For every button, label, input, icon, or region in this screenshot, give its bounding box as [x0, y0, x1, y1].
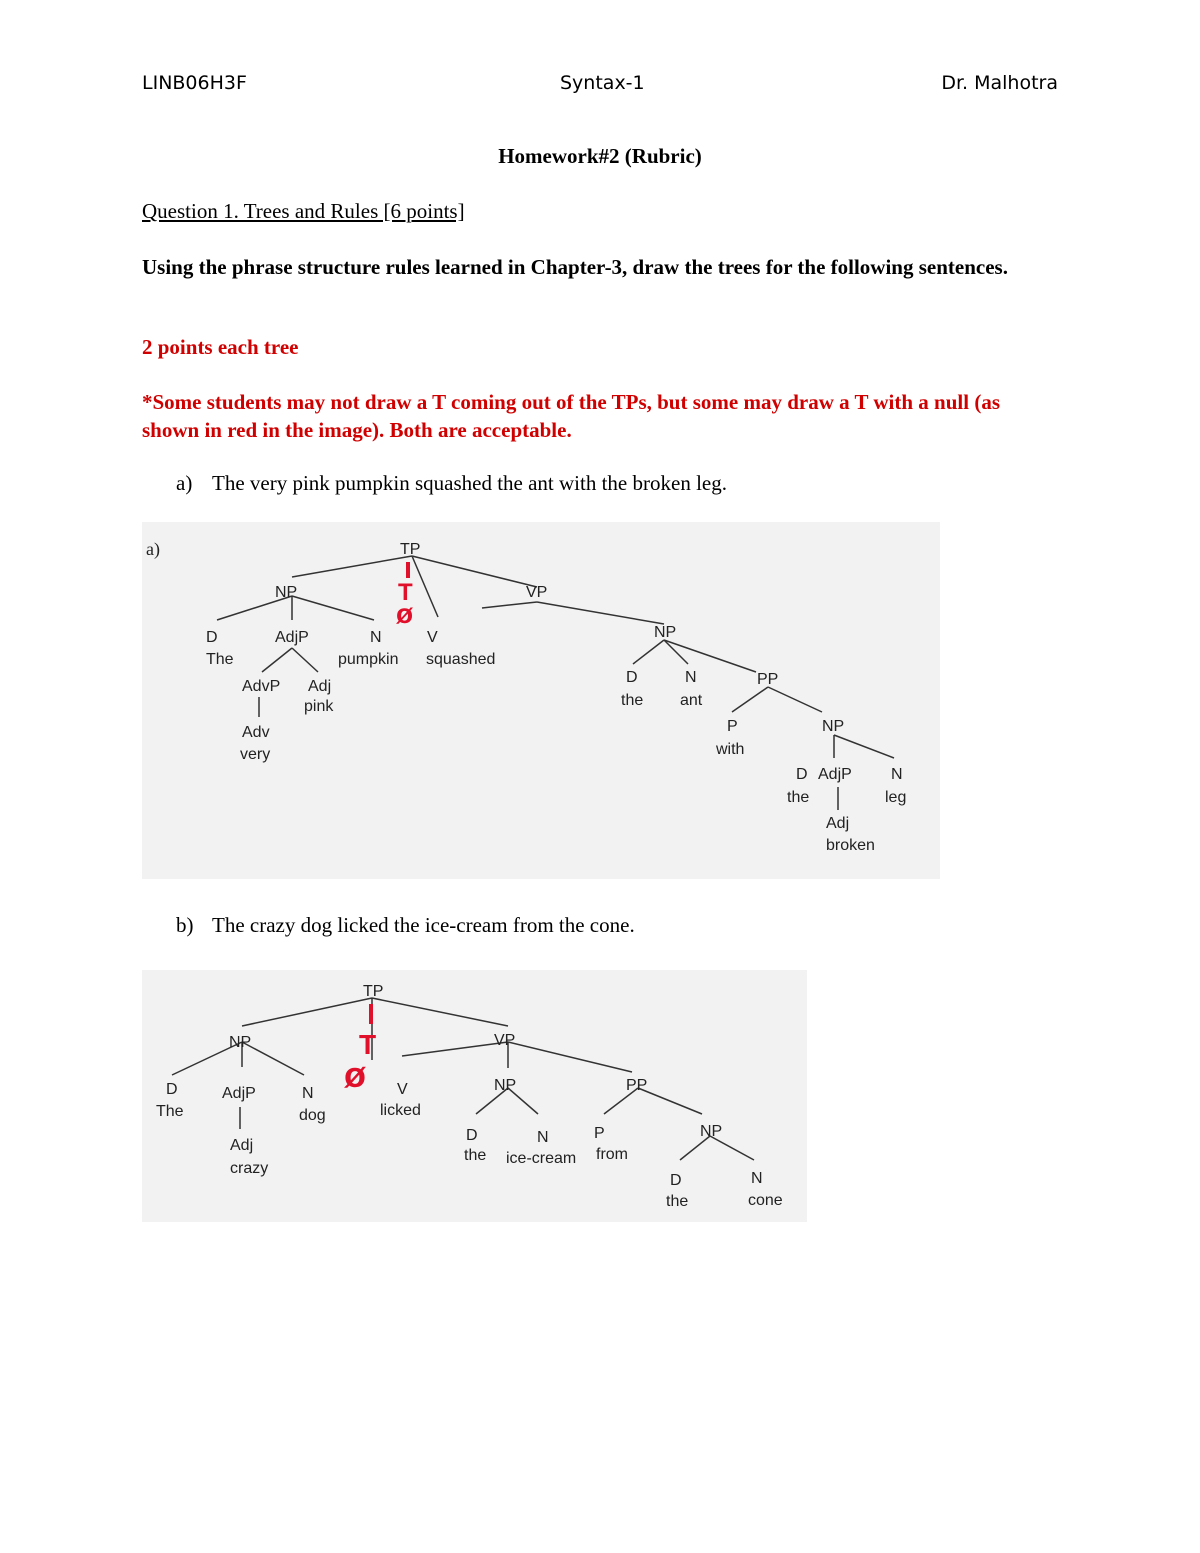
course-name: Syntax-1 — [560, 72, 645, 94]
tree-b-adjp: AdjP — [222, 1085, 256, 1102]
tree-b-adj-cat: Adj — [230, 1137, 254, 1154]
tree-a-t-cat: T — [398, 579, 413, 606]
tree-b-t-null: ø — [344, 1054, 366, 1095]
tree-a-n2-cat: N — [685, 669, 697, 686]
tree-a-adjp: AdjP — [275, 629, 309, 646]
tree-a-adv-cat: Adv — [242, 724, 270, 741]
tree-b-v-cat: V — [397, 1081, 408, 1098]
tree-a-v-cat: V — [427, 629, 438, 646]
tree-b-adj-word: crazy — [230, 1160, 269, 1177]
page-title: Homework#2 (Rubric) — [498, 144, 702, 168]
tree-a-adjp2: AdjP — [818, 766, 852, 783]
tree-b-tp: TP — [363, 983, 384, 1000]
tree-a-np-object: NP — [654, 624, 677, 641]
tree-a-np3: NP — [822, 718, 845, 735]
tree-a-advp: AdvP — [242, 678, 281, 695]
tree-a-figure-label: a) — [146, 539, 160, 559]
tree-a-p-word: with — [716, 741, 745, 758]
tree-b-n2-cat: N — [537, 1129, 549, 1146]
tree-b-np3: NP — [700, 1123, 723, 1140]
tree-diagram-a — [142, 522, 940, 879]
course-code: LINB06H3F — [142, 72, 247, 94]
tree-a-d2-word: the — [621, 692, 644, 709]
tree-a-pp: PP — [757, 671, 779, 688]
tree-a-n3-cat: N — [891, 766, 903, 783]
question-heading: Question 1. Trees and Rules [6 points] — [142, 199, 465, 223]
tree-b-n1-cat: N — [302, 1085, 314, 1102]
tree-a-t-null: ø — [396, 598, 414, 629]
tree-b-n2-word: ice-cream — [506, 1150, 577, 1167]
tree-b-p-word: from — [596, 1146, 628, 1163]
tree-b-p-cat: P — [594, 1125, 605, 1142]
tree-a-np-subject: NP — [275, 584, 298, 601]
item-b-sentence: The crazy dog licked the ice-cream from the cone. — [212, 913, 635, 937]
tree-a-adj2-cat: Adj — [826, 815, 850, 832]
tree-b-d2-word: the — [464, 1147, 487, 1164]
tree-a-d3-cat: D — [796, 766, 808, 783]
tree-b-np-object: NP — [494, 1077, 517, 1094]
tree-a-d1-word: The — [206, 651, 234, 668]
tree-a-p-cat: P — [727, 718, 738, 735]
acceptance-note: *Some students may not draw a T coming out of the TPs, but some may draw a T with a null (as shown in red in the image). Both are acceptable. — [142, 390, 1000, 442]
tree-a-n1-word: pumpkin — [338, 651, 399, 668]
tree-b-vp: VP — [494, 1032, 516, 1049]
tree-a-n3-word: leg — [885, 789, 907, 806]
item-a-sentence: The very pink pumpkin squashed the ant with the broken leg. — [212, 471, 727, 495]
tree-a-vp: VP — [526, 584, 548, 601]
tree-diagram-b — [142, 970, 807, 1222]
tree-a-v-word: squashed — [426, 651, 496, 668]
points-note: 2 points each tree — [142, 335, 299, 359]
tree-b-d1-cat: D — [166, 1081, 178, 1098]
item-a-marker: a) — [176, 471, 193, 495]
tree-a-d2-cat: D — [626, 669, 638, 686]
tree-figure-a — [142, 522, 940, 879]
tree-a-adj1-cat: Adj — [308, 678, 332, 695]
tree-a-d1-cat: D — [206, 629, 218, 646]
tree-a-d3-word: the — [787, 789, 810, 806]
tree-a-adj1-word: pink — [304, 698, 334, 715]
tree-a-n1-cat: N — [370, 629, 382, 646]
tree-b-d3-cat: D — [670, 1172, 682, 1189]
tree-b-np-subject: NP — [229, 1034, 252, 1051]
tree-b-d3-word: the — [666, 1193, 689, 1210]
tree-b-d2-cat: D — [466, 1127, 478, 1144]
tree-a-t-null-annotation — [396, 562, 413, 629]
tree-b-n1-word: dog — [299, 1107, 326, 1124]
question-instruction: Using the phrase structure rules learned in Chapter-3, draw the trees for the following sentences. — [142, 255, 1008, 279]
tree-b-n3-word: cone — [748, 1192, 783, 1209]
tree-b-v-word: licked — [380, 1102, 421, 1119]
tree-a-n2-word: ant — [680, 692, 703, 709]
instructor-name: Dr. Malhotra — [941, 72, 1058, 94]
tree-b-d1-word: The — [156, 1103, 184, 1120]
tree-a-tp: TP — [400, 541, 421, 558]
item-b-marker: b) — [176, 913, 194, 937]
tree-b-pp: PP — [626, 1077, 648, 1094]
tree-b-branches — [172, 998, 754, 1160]
tree-a-adv-word: very — [240, 746, 271, 763]
tree-b-t-cat: T — [359, 1029, 377, 1060]
tree-a-adj2-word: broken — [826, 837, 875, 854]
tree-b-n3-cat: N — [751, 1170, 763, 1187]
tree-figure-b — [142, 970, 807, 1222]
tree-b-t-null-annotation — [344, 1004, 376, 1095]
